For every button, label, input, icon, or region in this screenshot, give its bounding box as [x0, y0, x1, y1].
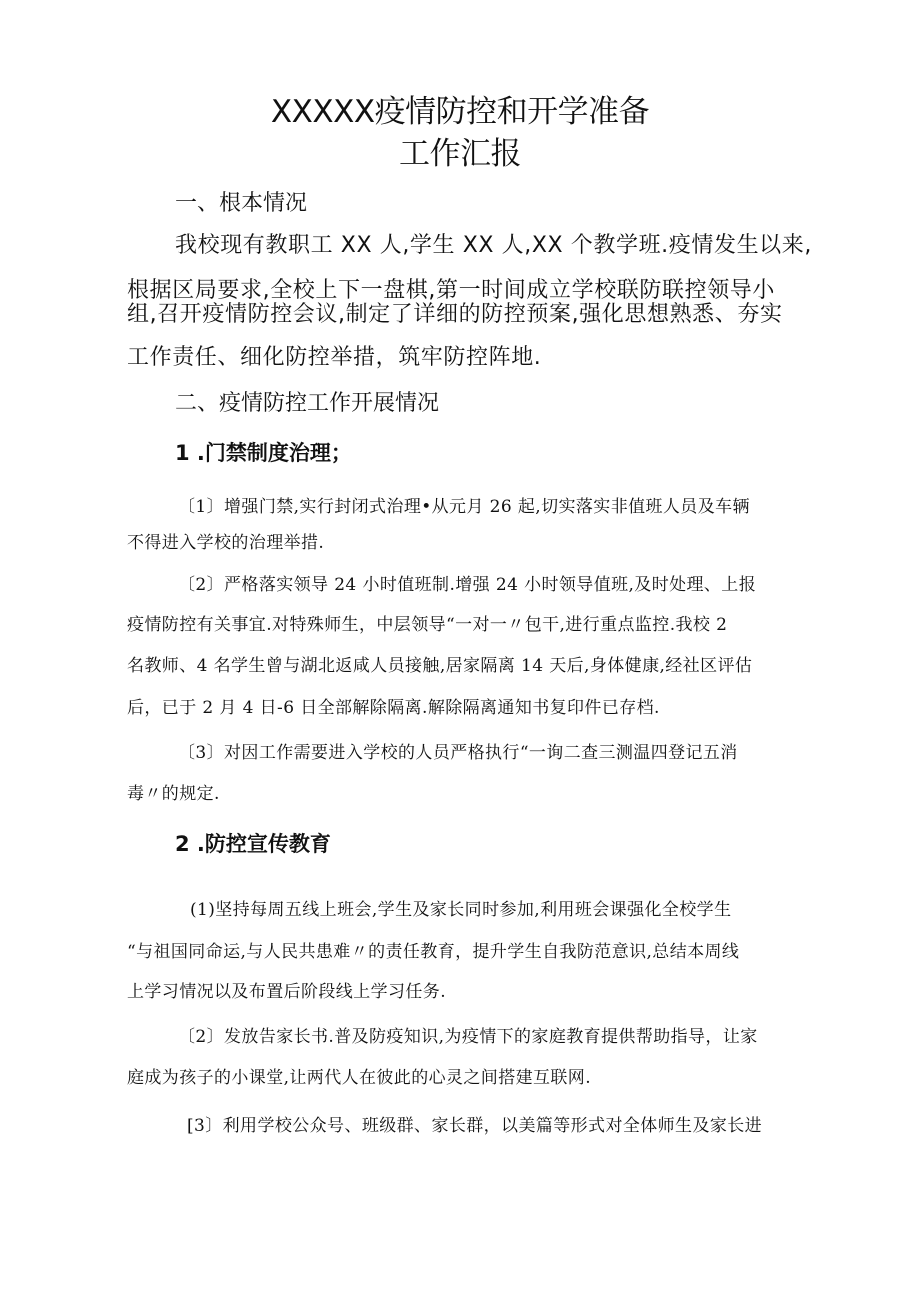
list-item-line: 后，已于 2 月 4 日-6 日全部解除隔离.解除隔离通知书复印件已存档.	[127, 698, 660, 718]
paragraph-line: 根据区局要求,全校上下一盘棋,第一时间成立学校联防联控领导小	[127, 278, 775, 303]
list-item-line: (1)坚持每周五线上班会,学生及家长同时参加,利用班会课强化全校学生	[190, 900, 732, 920]
list-item-line: 〔1〕增强门禁,实行封闭式治理•从元月 26 起,切实落实非值班人员及车辆	[178, 497, 750, 517]
list-item-line: 庭成为孩子的小课堂,让两代人在彼此的心灵之间搭建互联网.	[127, 1068, 592, 1088]
list-item-line: 不得进入学校的治理举措.	[127, 533, 325, 553]
list-item-line: 名教师、4 名学生曾与湖北返咸人员接触,居家隔离 14 天后,身体健康,经社区评估	[127, 656, 753, 676]
subsection-heading-publicity: 2 .防控宣传教育	[175, 832, 331, 856]
list-item-line: 〔2〕发放告家长书.普及防疫知识,为疫情下的家庭教育提供帮助指导，让家	[178, 1027, 758, 1047]
list-item-line: 上学习情况以及布置后阶段线上学习任务.	[127, 982, 447, 1002]
list-item-line: “与祖国同命运,与人民共患难〃的责任教育，提升学生自我防范意识,总结本周线	[127, 942, 740, 962]
list-item-line: 毒〃的规定.	[127, 784, 220, 804]
list-item-line: 〔2〕严格落实领导 24 小时值班制.增强 24 小时领导值班,及时处理、上报	[178, 575, 757, 595]
paragraph-line: 组,召开疫情防控会议,制定了详细的防控预案,强化思想熟悉、夯实	[127, 302, 783, 327]
section-heading-basic: 一、根本情况	[175, 191, 308, 216]
section-heading-progress: 二、疫情防控工作开展情况	[175, 391, 440, 416]
list-item-line: 疫情防控有关事宜.对特殊师生，中层领导“一对一〃包干,进行重点监控.我校 2	[127, 615, 728, 635]
subsection-heading-access-control: 1 .门禁制度治理；	[175, 441, 352, 465]
document-title-line2: 工作汇报	[399, 136, 521, 172]
document-title-line1: XXXXX疫情防控和开学准备	[270, 94, 650, 130]
list-item-line: 〔3〕对因工作需要进入学校的人员严格执行“一询二查三测温四登记五消	[178, 743, 738, 763]
paragraph-line: 我校现有教职工 XX 人,学生 XX 人,XX 个教学班.疫情发生以来,	[175, 233, 812, 258]
list-item-line: [3〕利用学校公众号、班级群、家长群，以美篇等形式对全体师生及家长进	[187, 1116, 763, 1136]
paragraph-line: 工作责任、细化防控举措，筑牢防控阵地.	[127, 345, 542, 370]
